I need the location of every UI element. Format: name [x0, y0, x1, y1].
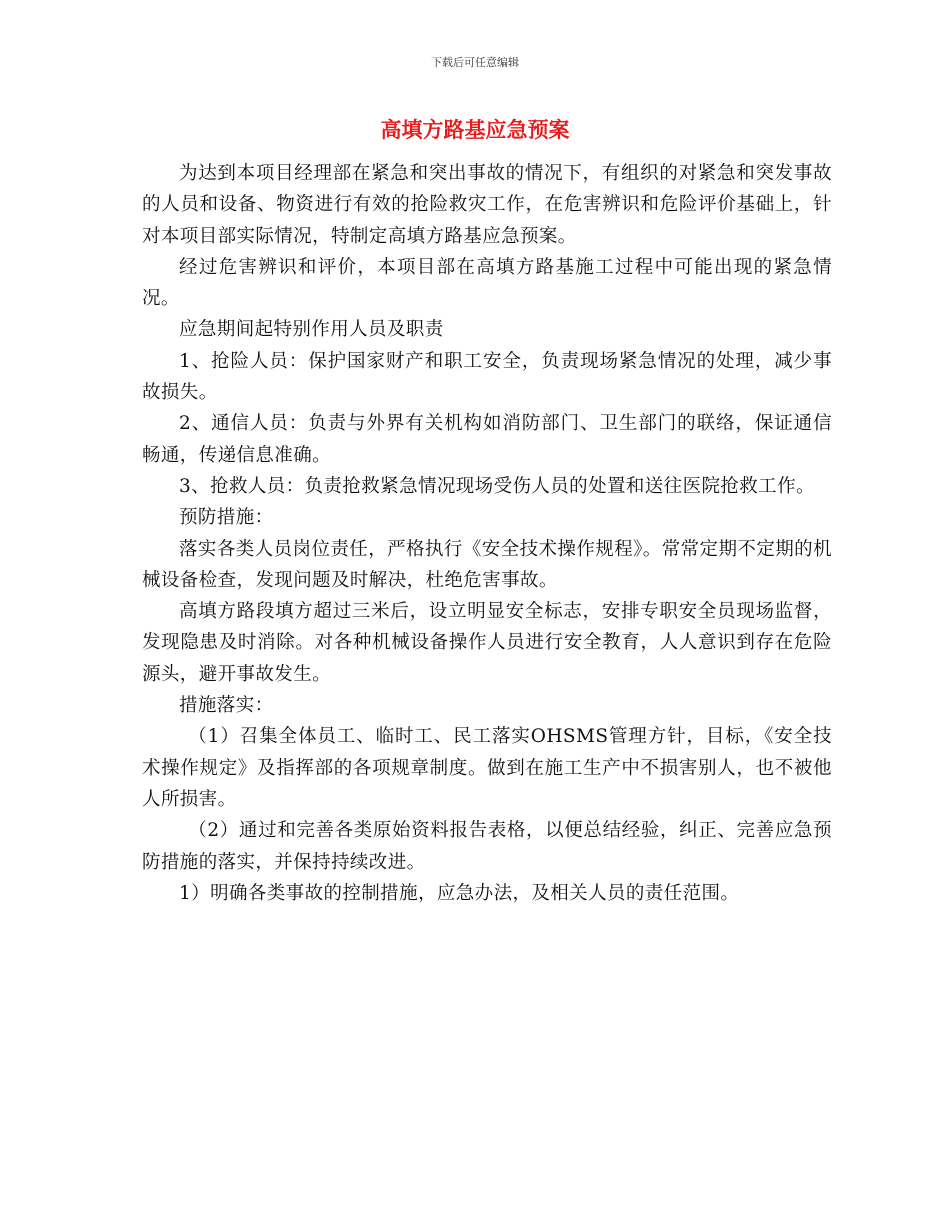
paragraph: 2、通信人员：负责与外界有关机构如消防部门、卫生部门的联络，保证通信畅通，传递信息准确。	[142, 413, 832, 466]
header-note: 下载后可任意编辑	[431, 56, 519, 69]
paragraph: （2）通过和完善各类原始资料报告表格，以便总结经验，纠正、完善应急预防措施的落实，并保持持续改进。	[142, 820, 832, 873]
document-title: 高填方路基应急预案	[380, 118, 570, 142]
paragraph: 为达到本项目经理部在紧急和突出事故的情况下，有组织的对紧急和突发事故的人员和设备、物资进行有效的抢险救灾工作，在危害辨识和危险评价基础上，针对本项目部实际情况，特制定高填方路基应急预案。	[142, 163, 832, 247]
paragraph: 应急期间起特别作用人员及职责	[179, 319, 444, 341]
paragraph: 预防措施：	[179, 507, 274, 529]
paragraph: 经过危害辨识和评价，本项目部在高填方路基施工过程中可能出现的紧急情况。	[142, 256, 832, 310]
document-body	[142, 158, 832, 909]
paragraph: （1）召集全体员工、临时工、民工落实OHSMS管理方针，目标，《安全技术操作规定》及指挥部的各项规章制度。做到在施工生产中不损害别人，也不被他人所损害。	[142, 726, 832, 810]
paragraph: 落实各类人员岗位责任，严格执行《安全技术操作规程》。常常定期不定期的机械设备检查，发现问题及时解决，杜绝危害事故。	[142, 538, 832, 591]
paragraph: 3、抢救人员：负责抢救紧急情况现场受伤人员的处置和送往医院抢救工作。	[179, 475, 815, 497]
paragraph: 措施落实：	[179, 695, 274, 717]
paragraph: 高填方路段填方超过三米后，设立明显安全标志，安排专职安全员现场监督，发现隐患及时消除。对各种机械设备操作人员进行安全教育，人人意识到存在危险源头，避开事故发生。	[142, 601, 832, 685]
paragraph: 1）明确各类事故的控制措施，应急办法，及相关人员的责任范围。	[179, 882, 740, 904]
paragraph: 1、抢险人员：保护国家财产和职工安全，负责现场紧急情况的处理，减少事故损失。	[142, 350, 832, 404]
